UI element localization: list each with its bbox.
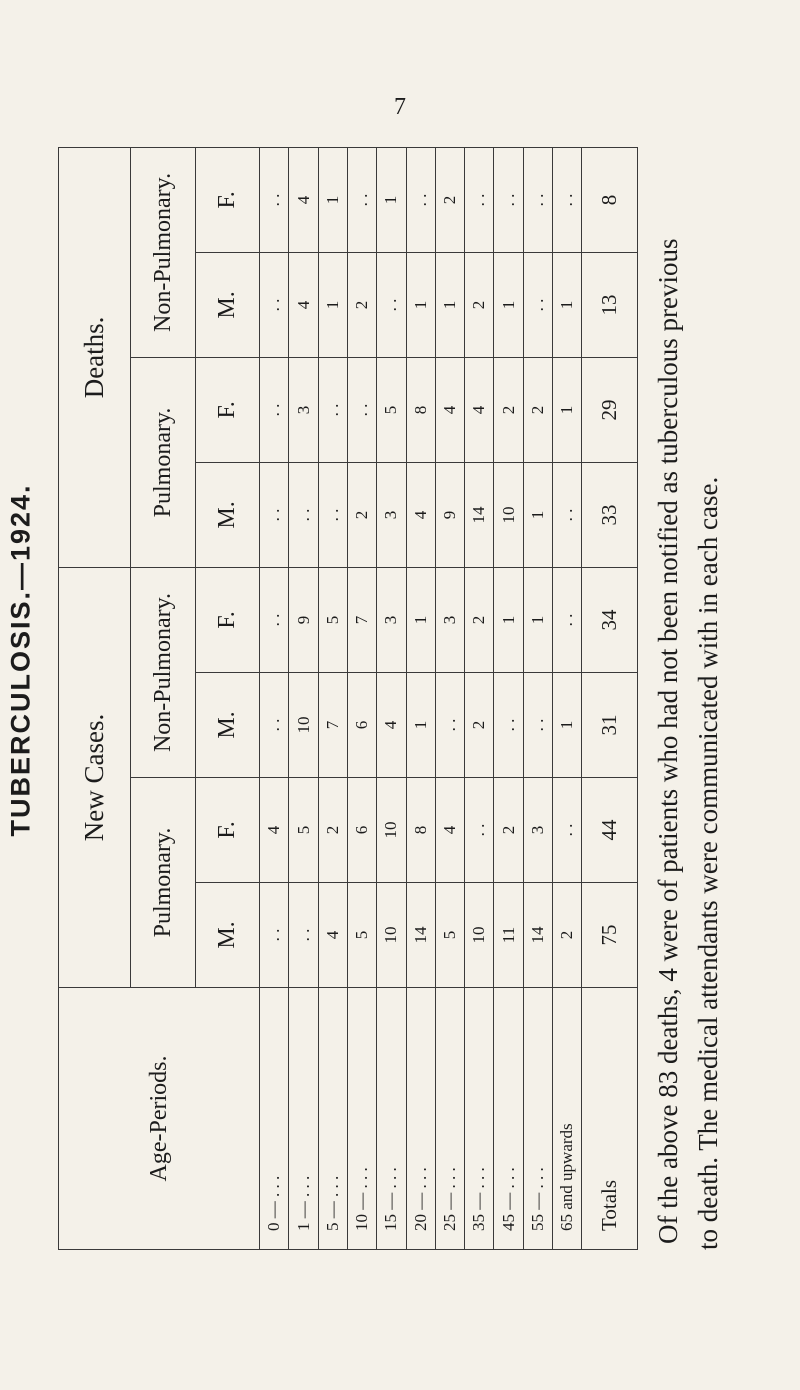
total-cell: 34 [582,567,638,672]
value-cell: . . [347,357,376,462]
value-cell: . . [406,147,435,252]
value-cell: 4 [318,883,347,988]
total-cell: 33 [582,462,638,567]
value-cell: 4 [377,673,406,778]
value-cell: 6 [347,673,376,778]
age-period-cell: 0 — . . . [260,988,289,1250]
table-row [435,147,464,1249]
table-row [523,147,552,1249]
value-cell: 10 [289,673,318,778]
value-cell: . . [260,883,289,988]
value-cell: . . [289,462,318,567]
value-cell: 3 [435,567,464,672]
value-cell: 7 [347,567,376,672]
total-cell: 13 [582,252,638,357]
value-cell: 1 [377,147,406,252]
sex-header: F. [196,567,260,672]
value-cell: . . [260,462,289,567]
value-cell: . . [523,673,552,778]
value-cell: . . [465,778,494,883]
cases-deaths-table [58,147,638,1250]
sex-header: M. [196,673,260,778]
value-cell: 6 [347,778,376,883]
deaths-header: Deaths. [59,147,131,567]
sex-header: F. [196,357,260,462]
value-cell: 9 [289,567,318,672]
value-cell: 1 [494,567,523,672]
age-period-cell: 45 — . . . [494,988,523,1250]
value-cell: 3 [289,357,318,462]
value-cell: . . [377,252,406,357]
value-cell: 5 [347,883,376,988]
value-cell: 1 [553,357,582,462]
footnote-line: Of the above 83 deaths, 4 were of patients who had not been notified as tuberculous previous [653,238,683,1244]
value-cell: 4 [289,147,318,252]
value-cell: 3 [377,462,406,567]
value-cell: 8 [406,357,435,462]
value-cell: 4 [465,357,494,462]
value-cell: 5 [435,883,464,988]
value-cell: . . [553,778,582,883]
value-cell: 4 [260,778,289,883]
value-cell: 2 [318,778,347,883]
value-cell: 1 [523,567,552,672]
age-period-cell: 25 — . . . [435,988,464,1250]
table-row [289,147,318,1249]
footnote-rotator [648,148,780,1250]
value-cell: 4 [435,357,464,462]
value-cell: 14 [523,883,552,988]
value-cell: . . [260,567,289,672]
table-row [347,147,376,1249]
table-row [318,147,347,1249]
value-cell: . . [289,883,318,988]
value-cell: 2 [465,673,494,778]
deaths-pulmonary-header: Pulmonary. [130,357,196,567]
value-cell: . . [260,147,289,252]
value-cell: 5 [377,357,406,462]
age-period-cell: 35 — . . . [465,988,494,1250]
total-cell: 29 [582,357,638,462]
value-cell: 3 [523,778,552,883]
value-cell: . . [553,147,582,252]
age-period-cell: 10 — . . . [347,988,376,1250]
value-cell: 10 [377,883,406,988]
sex-header: F. [196,778,260,883]
running-head-text: TUBERCULOSIS.—1924. [5,483,36,837]
value-cell: . . [347,147,376,252]
value-cell: 1 [406,673,435,778]
value-cell: . . [494,673,523,778]
age-period-cell: 20 — . . . [406,988,435,1250]
sex-header: M. [196,462,260,567]
age-period-cell: 1 — . . . [289,988,318,1250]
value-cell: 10 [377,778,406,883]
new-pulmonary-header: Pulmonary. [130,778,196,988]
value-cell: 7 [318,673,347,778]
value-cell: 1 [435,252,464,357]
sex-header: M. [196,883,260,988]
value-cell: 14 [465,462,494,567]
footnote [648,148,780,1250]
value-cell: . . [435,673,464,778]
value-cell: 10 [494,462,523,567]
age-period-cell: 15 — . . . [377,988,406,1250]
total-cell: 31 [582,673,638,778]
value-cell: 2 [494,778,523,883]
value-cell: 2 [347,252,376,357]
value-cell: 5 [318,567,347,672]
page-number: 7 [394,94,406,120]
total-cell: 75 [582,883,638,988]
table-row [260,147,289,1249]
value-cell: 3 [377,567,406,672]
value-cell: . . [465,147,494,252]
age-periods-header: Age-Periods. [59,988,260,1250]
new-non-pulmonary-header: Non-Pulmonary. [130,567,196,777]
table-row [465,147,494,1249]
value-cell: 2 [494,357,523,462]
table-row [553,147,582,1249]
age-period-cell: 55 — . . . [523,988,552,1250]
sex-header: M. [196,252,260,357]
total-cell: 8 [582,147,638,252]
value-cell: 1 [494,252,523,357]
value-cell: . . [260,673,289,778]
totals-label: Totals [582,988,638,1250]
value-cell: 2 [523,357,552,462]
value-cell: 2 [347,462,376,567]
table-row [494,147,523,1249]
value-cell: 1 [318,252,347,357]
value-cell: 9 [435,462,464,567]
table-row [377,147,406,1249]
running-head [2,483,40,837]
value-cell: 4 [435,778,464,883]
value-cell: . . [553,567,582,672]
value-cell: . . [260,357,289,462]
value-cell: 2 [435,147,464,252]
value-cell: 2 [465,567,494,672]
value-cell: 8 [406,778,435,883]
value-cell: 4 [406,462,435,567]
value-cell: 10 [465,883,494,988]
value-cell: 1 [406,252,435,357]
value-cell: . . [318,357,347,462]
table-rotator [58,148,638,1250]
value-cell: 1 [553,252,582,357]
value-cell: 14 [406,883,435,988]
value-cell: 4 [289,252,318,357]
value-cell: 1 [318,147,347,252]
total-cell: 44 [582,778,638,883]
table-row [406,147,435,1249]
value-cell: . . [494,147,523,252]
value-cell: . . [523,147,552,252]
value-cell: 11 [494,883,523,988]
group-header-row [59,147,131,1249]
sex-header: F. [196,147,260,252]
value-cell: . . [523,252,552,357]
value-cell: 2 [553,883,582,988]
age-period-cell: 65 and upwards [553,988,582,1250]
value-cell: . . [260,252,289,357]
deaths-non-pulmonary-header: Non-Pulmonary. [130,147,196,357]
tuberculosis-table [58,148,638,1250]
value-cell: 5 [289,778,318,883]
value-cell: 1 [523,462,552,567]
value-cell: 2 [465,252,494,357]
value-cell: . . [318,462,347,567]
totals-row [582,147,638,1249]
new-cases-header: New Cases. [59,567,131,987]
footnote-line: to death. The medical attendants were communicated with in each case. [693,476,723,1250]
age-period-cell: 5 — . . . [318,988,347,1250]
value-cell: . . [553,462,582,567]
value-cell: 1 [406,567,435,672]
value-cell: 1 [553,673,582,778]
